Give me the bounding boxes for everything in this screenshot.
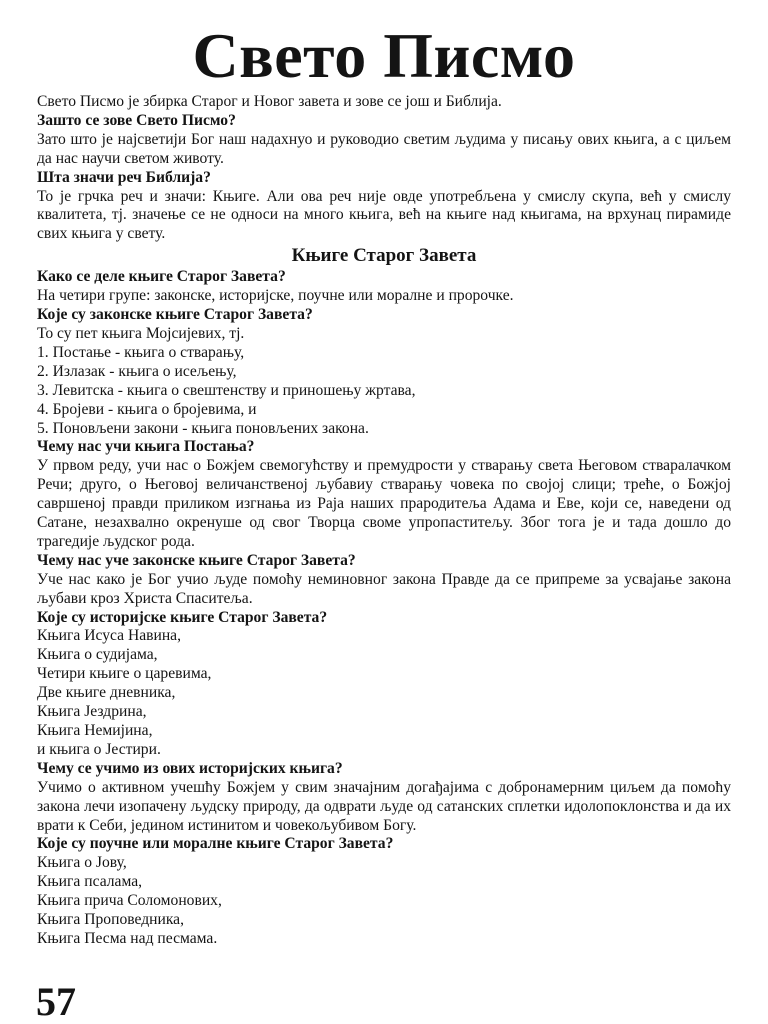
answer-paragraph: То су пет књига Мојсијевих, тј.: [37, 324, 245, 342]
question-heading: Шта значи реч Библија?: [37, 168, 211, 186]
question-heading: Чему се учимо из ових историјских књига?: [37, 759, 343, 777]
section-title: Књиге Старог Завета: [291, 245, 477, 267]
list-item: Књига о судијама,: [37, 646, 158, 664]
list-item: Књига Немијина,: [37, 722, 153, 739]
list-item: Књига Проповедника,: [37, 911, 185, 929]
question-heading: Зашто се зове Свето Писмо?: [37, 111, 236, 129]
question-heading: Које су поучне или моралне књиге Старог Завета?: [37, 835, 394, 853]
list-item: 5. Поновљени закони - књига поновљених закона.: [37, 419, 369, 437]
list-item: Књига Јездрина,: [37, 703, 147, 721]
list-item: 2. Излазак - књига о исељењу,: [37, 362, 237, 380]
question-heading: Чему нас уче законске књиге Старог Завета?: [37, 551, 356, 569]
body-text: [37, 93, 731, 949]
list-item: Књига прича Соломонових,: [37, 892, 222, 910]
question-heading: Које су историјске књиге Старог Завета?: [37, 608, 328, 626]
page-number: 57: [36, 979, 76, 1024]
answer-paragraph: На четири групе: законске, историјске, поучне или моралне и пророчке.: [37, 287, 514, 305]
list-item: 1. Постање - књига о стварању,: [37, 343, 245, 361]
list-item: Четири књиге о царевима,: [37, 665, 212, 683]
answer-paragraph: Зато што је најсветији Бог наш надахнуо и руководио светим људима у писању ових књига, а с циљем да нас научи светом животу.: [37, 130, 731, 167]
list-item: 3. Левитска - књига о свештенству и приношењу жртава,: [37, 381, 416, 399]
page-title: Свето Писмо: [192, 20, 576, 91]
list-item: Књига Песма над песмама.: [37, 929, 218, 947]
list-item: Књига Исуса Навина,: [37, 627, 181, 645]
intro-paragraph: Свето Писмо је збирка Старог и Новог завета и зове се још и Библија.: [37, 93, 502, 110]
answer-paragraph: У првом реду, учи нас о Божјем свемогућству и премудрости у стварању света Његовом стваралачком Речи; друго, о Његовој величанственој љубавиу стварању човека по својој слици; треће, о Божјој савршеној правди приликом изгнања из Раја наших прародитеља Адама и Еве, који се, наведени од Сатане, незахвално окренуше од свог Творца своме упропаститељу. Због тога је и тада дошло до трагедије људског рода.: [37, 457, 731, 550]
question-heading: Које су законске књиге Старог Завета?: [37, 306, 313, 324]
list-item: и књига о Јестири.: [37, 740, 161, 758]
answer-paragraph: Уче нас како је Бог учио људе помоћу неминовног закона Правде да се припреме за усвајање закона љубави кроз Христа Спаситеља.: [37, 570, 731, 607]
answer-paragraph: Учимо о активном учешћу Божјем у свим значајним догађајима с добронамерним циљем да помоћу закона лечи изопачену људску природу, да одврати људе од сатанских сплетки идолопоклонства и да их врати к Себи, једином истинитом и човекољубивом Богу.: [37, 778, 731, 834]
list-item: Две књиге дневника,: [37, 684, 176, 702]
list-item: Књига о Јову,: [37, 854, 127, 872]
answer-paragraph: То је грчка реч и значи: Књиге. Али ова реч није овде употребљена у смислу скупа, већ у смислу квалитета, тј. значење се не односи на много књига, већ на књиге над књигама, на врхунац пирамиде свих књига у свету.: [37, 187, 731, 243]
list-item: 4. Бројеви - књига о бројевима, и: [37, 400, 257, 418]
question-heading: Чему нас учи књига Постања?: [37, 438, 255, 456]
list-item: Књига псалама,: [37, 873, 143, 891]
question-heading: Како се деле књиге Старог Завета?: [37, 268, 286, 286]
